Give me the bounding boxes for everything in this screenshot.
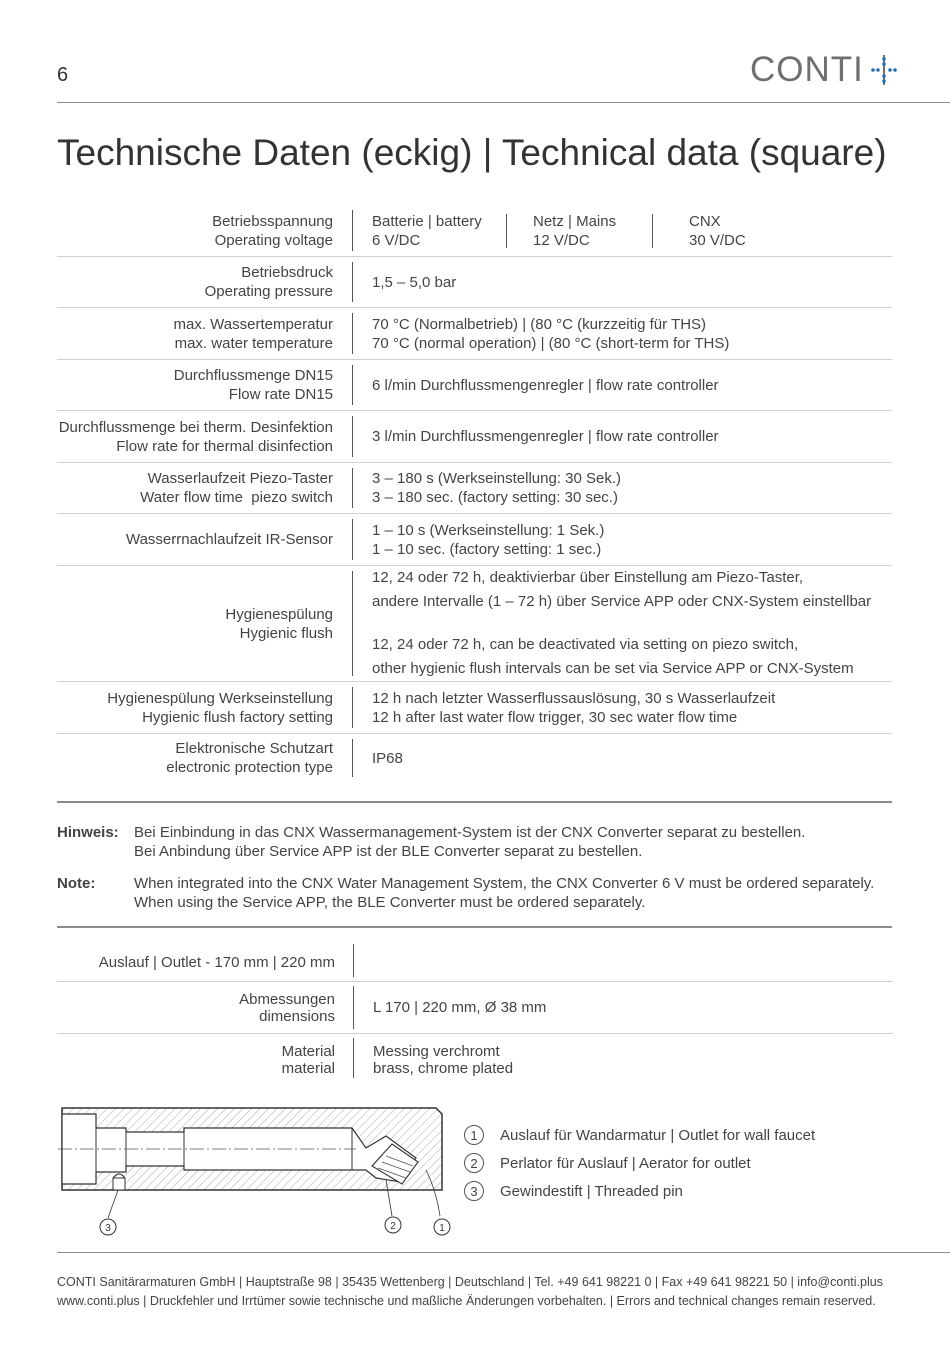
- logo-text: CONTI: [750, 50, 864, 89]
- label-de: Wasserlaufzeit Piezo-Taster: [147, 470, 333, 487]
- row-value: [353, 205, 892, 256]
- value-en: brass, chrome plated: [373, 1060, 514, 1077]
- value-en-line: other hygienic flush intervals can be set via Service APP or CNX-System: [372, 660, 854, 677]
- column-separator: [352, 571, 353, 676]
- note-line: Bei Einbindung in das CNX Wassermanagement-System ist der CNX Converter separat zu bestellen.: [134, 824, 806, 841]
- option-value: 30 V/DC: [689, 231, 746, 249]
- hinweis-note: [57, 823, 892, 863]
- label-de: Wasserrnachlaufzeit IR-Sensor: [125, 531, 333, 548]
- callout-2: 2: [390, 1221, 396, 1232]
- table-row-material: [57, 1034, 893, 1086]
- table-row-disinfection-flow: [57, 411, 892, 463]
- footer-disclaimer: www.conti.plus | Druckfehler und Irrtümer sowie technische und maßliche Änderungen vorbehalten. | Errors and technical changes remain reserved.: [57, 1294, 876, 1308]
- value-de-line: andere Intervalle (1 – 72 h) über Service APP oder CNX-System einstellbar: [372, 593, 872, 610]
- label-en: Flow rate DN15: [228, 386, 333, 403]
- page-number: 6: [57, 64, 69, 86]
- table-row-protection-type: [57, 734, 892, 782]
- value-en: 1 – 10 sec. (factory setting: 1 sec.): [372, 540, 602, 558]
- option-name: CNX: [689, 212, 721, 230]
- value-de: Messing verchromt: [373, 1043, 500, 1060]
- row-value: [354, 944, 893, 981]
- table-row-hygienic-flush: [57, 566, 892, 682]
- row-value: [353, 734, 892, 782]
- column-separator: [352, 313, 353, 354]
- row-value: [353, 463, 892, 513]
- value-en: 70 °C (normal operation) | (80 °C (short-term for THS): [372, 334, 730, 352]
- label-de: Durchflussmenge bei therm. Desinfektion: [58, 418, 333, 436]
- option-name: Netz | Mains: [533, 212, 617, 230]
- value-de: 3 l/min Durchflussmengenregler | flow rate controller: [372, 428, 719, 445]
- value-de: 3 – 180 s (Werkseinstellung: 30 Sek.): [372, 470, 622, 487]
- legend-text: Gewindestift | Threaded pin: [500, 1182, 683, 1200]
- legend-text: Auslauf für Wandarmatur | Outlet for wall faucet: [500, 1126, 816, 1144]
- column-separator: [352, 365, 353, 405]
- label-en: Hygienic flush: [239, 624, 333, 642]
- legend-item: [464, 1121, 815, 1149]
- page-footer: [57, 1273, 883, 1311]
- technical-data-table: [57, 205, 892, 782]
- row-label: [57, 308, 353, 359]
- row-value: [353, 411, 892, 462]
- label-de: Hygienespülung: [225, 605, 333, 623]
- label-en: material: [281, 1060, 335, 1077]
- column-separator: [352, 210, 353, 251]
- header-divider: [57, 102, 950, 103]
- label-de: Abmessungen: [239, 990, 335, 1008]
- column-separator: [353, 944, 354, 977]
- callout-3: 3: [105, 1223, 111, 1234]
- value-en-line: 12, 24 oder 72 h, can be deactivated via setting on piezo switch,: [372, 636, 799, 653]
- footer-address: CONTI Sanitärarmaturen GmbH | Hauptstraße 98 | 35435 Wettenberg | Deutschland | Tel. +49 641 98221 0 | Fax +49 641 98221 50 | info@conti.plus: [57, 1275, 883, 1289]
- english-note: [57, 874, 892, 914]
- voltage-option-battery: [372, 212, 533, 250]
- table-row-dimensions: [57, 982, 893, 1034]
- row-value: [353, 360, 892, 410]
- legend-number: 2: [464, 1153, 484, 1173]
- row-label: [57, 682, 353, 733]
- option-value: 12 V/DC: [533, 231, 590, 249]
- row-label: [57, 205, 353, 256]
- table-row-flush-factory-setting: [57, 682, 892, 734]
- label-en: Flow rate for thermal disinfection: [116, 437, 333, 455]
- table-row-piezo-flow-time: [57, 463, 892, 514]
- label-de: Betriebsdruck: [241, 264, 333, 281]
- legend-text: Perlator für Auslauf | Aerator for outlet: [500, 1154, 751, 1172]
- value-de: 1 – 10 s (Werkseinstellung: 1 Sek.): [372, 521, 605, 539]
- outlet-technical-drawing: [56, 1100, 456, 1245]
- value-de: 6 l/min Durchflussmengenregler | flow rate controller: [372, 376, 719, 394]
- footer-divider: [57, 1252, 950, 1253]
- column-separator: [352, 416, 353, 457]
- logo-plus-icon: [870, 55, 898, 85]
- outlet-header: Auslauf | Outlet - 170 mm | 220 mm: [98, 954, 335, 971]
- outlet-table: [57, 944, 893, 1086]
- row-value: [353, 308, 892, 359]
- row-label: [57, 566, 353, 681]
- outlet-header-row: [57, 944, 893, 982]
- note-line: Bei Anbindung über Service APP ist der BLE Converter separat zu bestellen.: [134, 843, 643, 860]
- value-en: 12 h after last water flow trigger, 30 sec water flow time: [372, 708, 738, 726]
- row-value: [354, 982, 893, 1033]
- row-label: [57, 463, 353, 513]
- legend-item: [464, 1149, 815, 1177]
- column-separator: [352, 468, 353, 508]
- row-label: [57, 734, 353, 782]
- label-en: Hygienic flush factory setting: [142, 708, 333, 726]
- row-label: [57, 411, 353, 462]
- label-de: Elektronische Schutzart: [175, 740, 333, 757]
- conti-logo: [750, 50, 898, 90]
- column-separator: [353, 986, 354, 1029]
- column-separator: [352, 519, 353, 560]
- hinweis-text: [134, 823, 805, 861]
- voltage-option-mains: [533, 212, 689, 250]
- table-row-water-temperature: [57, 308, 892, 360]
- row-label: [57, 514, 353, 565]
- section-divider: [57, 926, 892, 928]
- column-separator: [352, 687, 353, 728]
- row-value: [354, 1034, 893, 1086]
- legend-item: [464, 1177, 815, 1205]
- label-en: electronic protection type: [166, 759, 333, 776]
- row-label: [57, 360, 353, 410]
- note-line: When integrated into the CNX Water Management System, the CNX Converter 6 V must be ordered separately.: [134, 875, 875, 892]
- label-de: Betriebsspannung: [212, 212, 333, 230]
- label-en: dimensions: [259, 1007, 335, 1025]
- label-en: Water flow time piezo switch: [140, 489, 333, 506]
- page-title: Technische Daten (eckig) | Technical data (square): [57, 132, 887, 173]
- option-separator: [506, 214, 507, 248]
- value: L 170 | 220 mm, Ø 38 mm: [373, 999, 547, 1016]
- row-label: [57, 257, 353, 307]
- voltage-option-cnx: [689, 212, 829, 250]
- row-label: [57, 1034, 354, 1086]
- value-de-line: 12, 24 oder 72 h, deaktivierbar über Einstellung am Piezo-Taster,: [372, 569, 804, 586]
- row-value: [353, 514, 892, 565]
- column-separator: [353, 1038, 354, 1078]
- note-line: When using the Service APP, the BLE Converter must be ordered separately.: [134, 894, 646, 911]
- legend-number: 3: [464, 1181, 484, 1201]
- value-de: IP68: [372, 749, 403, 767]
- hinweis-label: Hinweis:: [57, 824, 119, 841]
- label-en: Operating pressure: [204, 283, 333, 300]
- note-text: [134, 874, 874, 912]
- column-separator: [352, 262, 353, 302]
- callout-1: 1: [439, 1223, 445, 1234]
- note-label: Note:: [57, 875, 96, 892]
- label-en: max. water temperature: [174, 334, 333, 352]
- option-name: Batterie | battery: [372, 212, 482, 230]
- row-value: [353, 566, 892, 681]
- label-en: Operating voltage: [214, 231, 333, 249]
- label-de: Durchflussmenge DN15: [173, 367, 333, 384]
- section-divider: [57, 801, 892, 803]
- label-de: Hygienespülung Werkseinstellung: [107, 689, 333, 707]
- table-row-ir-sensor: [57, 514, 892, 566]
- legend-number: 1: [464, 1125, 484, 1145]
- value-de: 1,5 – 5,0 bar: [372, 273, 457, 291]
- table-row-pressure: [57, 257, 892, 308]
- drawing-legend: [464, 1121, 815, 1205]
- option-separator: [652, 214, 653, 248]
- column-separator: [352, 739, 353, 777]
- label-de: Material: [281, 1043, 335, 1060]
- row-label: [57, 982, 354, 1033]
- row-value: [353, 682, 892, 733]
- value-de: 12 h nach letzter Wasserflussauslösung, 30 s Wasserlaufzeit: [372, 689, 776, 707]
- option-value: 6 V/DC: [372, 231, 421, 249]
- row-value: [353, 257, 892, 307]
- table-row-flow-rate: [57, 360, 892, 411]
- value-en: 3 – 180 sec. (factory setting: 30 sec.): [372, 489, 618, 506]
- label-de: max. Wassertemperatur: [173, 315, 333, 333]
- value-de: 70 °C (Normalbetrieb) | (80 °C (kurzzeitig für THS): [372, 315, 707, 333]
- table-row-voltage: [57, 205, 892, 257]
